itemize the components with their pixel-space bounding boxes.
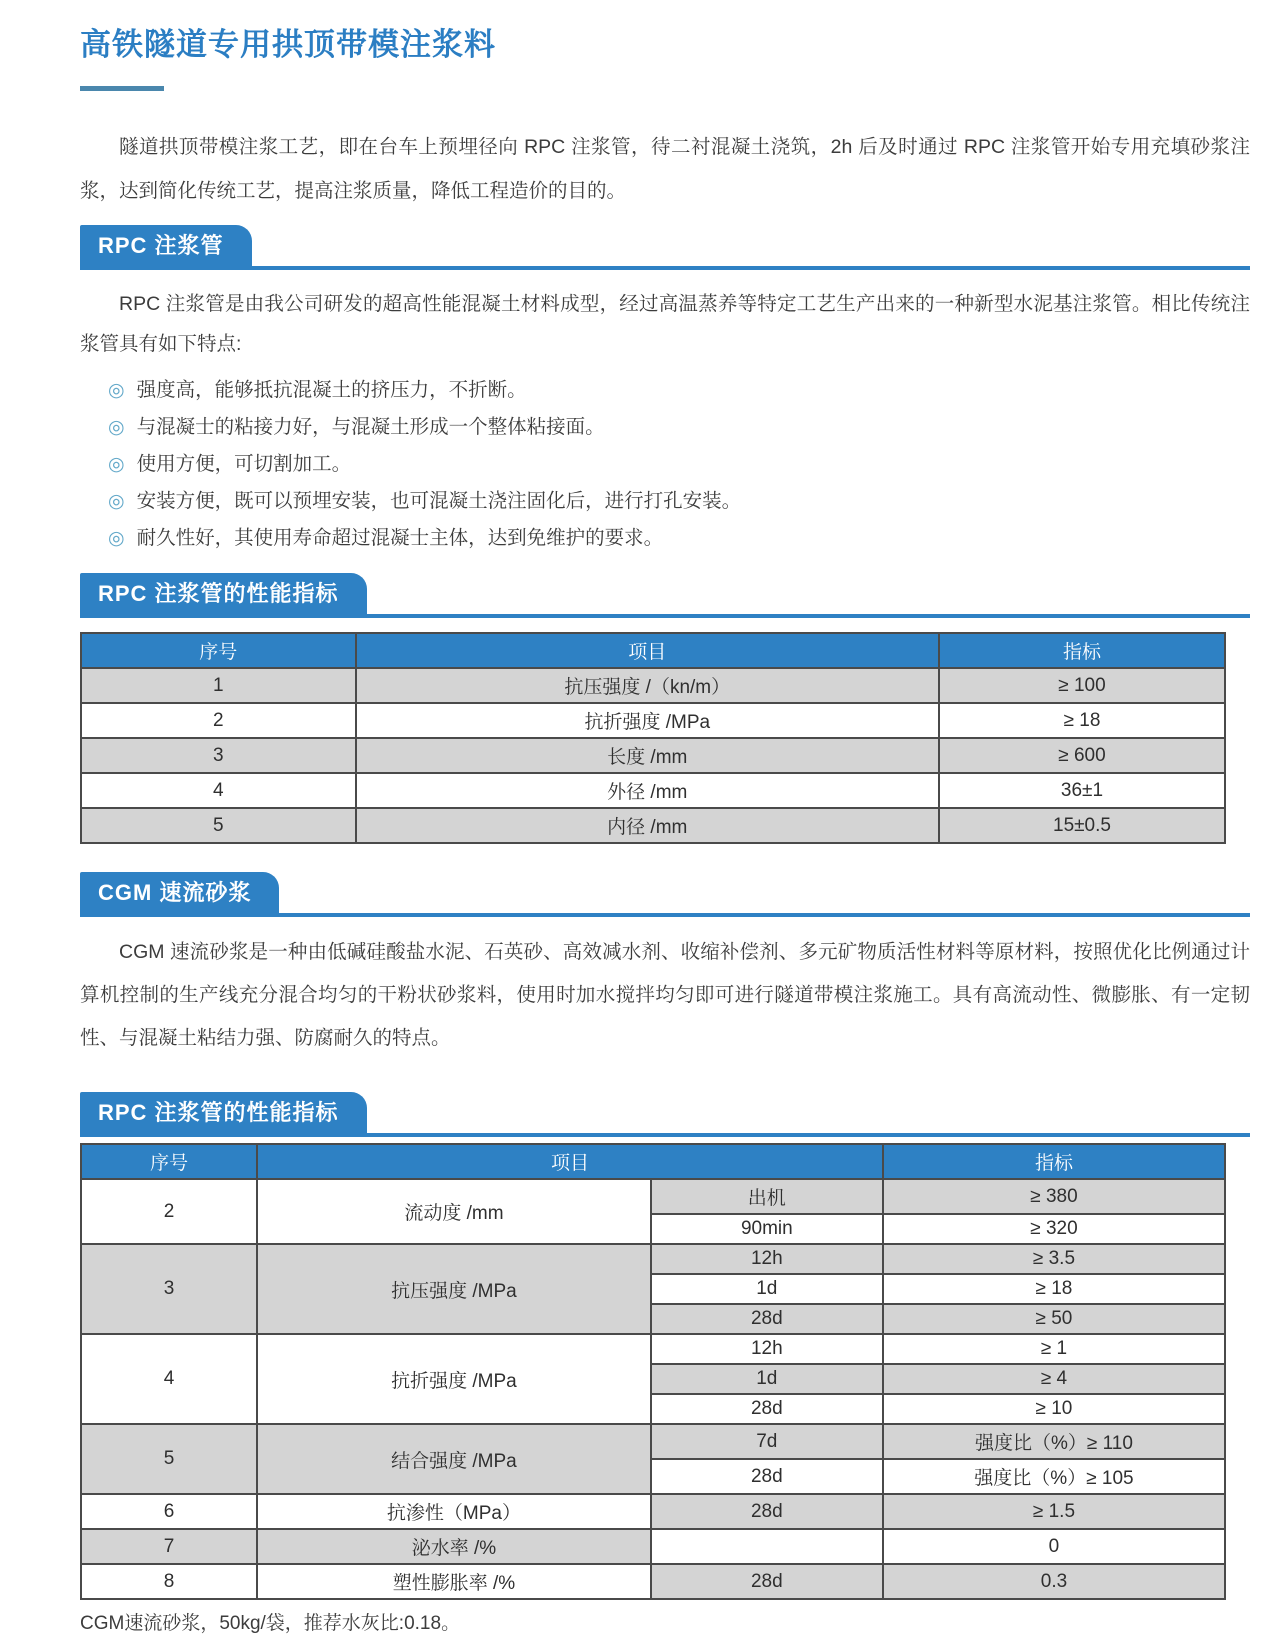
feature-text: 耐久性好，其使用寿命超过混凝士主体，达到免维护的要求。 xyxy=(136,527,664,549)
cell-value: 0 xyxy=(883,1529,1225,1564)
cell-sub xyxy=(651,1529,883,1564)
column-header-no: 序号 xyxy=(81,633,356,668)
cell-sub: 1d xyxy=(651,1274,883,1304)
section-badge: RPC 注浆管的性能指标 xyxy=(80,573,367,614)
column-header-index: 指标 xyxy=(883,1144,1225,1179)
cgm-description: CGM 速流砂浆是一种由低碱硅酸盐水泥、石英砂、高效减水剂、收缩补偿剂、多元矿物质活性材料等原材料，按照优化比例通过计算机控制的生产线充分混合均匀的干粉状砂浆料，使用时加水搅拌均匀即可进行隧道带模注浆施工。具有高流动性、微膨胀、有一定韧性、与混凝土粘结力强、防腐耐久的特点。 xyxy=(80,941,1250,1049)
cell-item: 泌水率 /% xyxy=(257,1529,651,1564)
column-header-item: 项目 xyxy=(257,1144,883,1179)
table-row xyxy=(81,1529,1225,1564)
cell-sub: 12h xyxy=(651,1334,883,1364)
column-header-index: 指标 xyxy=(939,633,1225,668)
table-row xyxy=(81,808,1225,843)
list-item xyxy=(108,409,1250,446)
section-badge: RPC 注浆管的性能指标 xyxy=(80,1092,367,1133)
cell-value: 0.3 xyxy=(883,1564,1225,1599)
cell-value: ≥ 50 xyxy=(883,1304,1225,1334)
section-header-rpc-table xyxy=(80,573,1250,618)
section-badge: RPC 注浆管 xyxy=(80,225,252,266)
double-circle-bullet-icon: ◎ xyxy=(108,491,125,512)
cell-no: 4 xyxy=(81,773,356,808)
double-circle-bullet-icon: ◎ xyxy=(108,454,125,475)
cgm-performance-table xyxy=(80,1143,1226,1600)
cell-value: ≥ 4 xyxy=(883,1364,1225,1394)
cell-value: 强度比（%）≥ 105 xyxy=(883,1459,1225,1494)
cell-value: ≥ 1.5 xyxy=(883,1494,1225,1529)
double-circle-bullet-icon: ◎ xyxy=(108,528,125,549)
table-row xyxy=(81,1334,1225,1364)
footnote: CGM速流砂浆，50kg/袋，推荐水灰比:0.18。 xyxy=(80,1613,461,1634)
section-header-cgm-table xyxy=(80,1092,1250,1137)
double-circle-bullet-icon: ◎ xyxy=(108,380,125,401)
cell-item: 结合强度 /MPa xyxy=(257,1424,651,1494)
section-header-cgm xyxy=(80,872,1250,917)
cell-value: ≥ 380 xyxy=(883,1179,1225,1214)
cell-sub: 28d xyxy=(651,1459,883,1494)
cell-sub: 90min xyxy=(651,1214,883,1244)
section-badge: CGM 速流砂浆 xyxy=(80,872,279,913)
cell-value: ≥ 18 xyxy=(939,703,1225,738)
cell-value: ≥ 3.5 xyxy=(883,1244,1225,1274)
cell-value: 15±0.5 xyxy=(939,808,1225,843)
cell-sub: 28d xyxy=(651,1564,883,1599)
feature-text: 安装方便，既可以预埋安装，也可混凝土浇注固化后，进行打孔安装。 xyxy=(136,490,742,512)
list-item xyxy=(108,446,1250,483)
cell-no: 7 xyxy=(81,1529,257,1564)
cell-item: 塑性膨胀率 /% xyxy=(257,1564,651,1599)
cell-sub: 28d xyxy=(651,1304,883,1334)
rpc-pipe-description: RPC 注浆管是由我公司研发的超高性能混凝土材料成型，经过高温蒸养等特定工艺生产出来的一种新型水泥基注浆管。相比传统注浆管具有如下特点: xyxy=(80,293,1250,355)
cell-value: ≥ 10 xyxy=(883,1394,1225,1424)
cell-sub: 28d xyxy=(651,1494,883,1529)
feature-text: 与混凝士的粘接力好，与混凝土形成一个整体粘接面。 xyxy=(136,416,605,438)
cell-no: 5 xyxy=(81,1424,257,1494)
cell-item: 抗渗性（MPa） xyxy=(257,1494,651,1529)
table-row xyxy=(81,668,1225,703)
table-row xyxy=(81,1424,1225,1459)
cell-no: 8 xyxy=(81,1564,257,1599)
double-circle-bullet-icon: ◎ xyxy=(108,417,125,438)
cell-sub: 7d xyxy=(651,1424,883,1459)
table-header-row xyxy=(81,633,1225,668)
cell-item: 内径 /mm xyxy=(356,808,939,843)
cell-value: 强度比（%）≥ 110 xyxy=(883,1424,1225,1459)
cell-value: ≥ 320 xyxy=(883,1214,1225,1244)
cell-no: 1 xyxy=(81,668,356,703)
list-item xyxy=(108,520,1250,557)
list-item xyxy=(108,372,1250,409)
page-title: 高铁隧道专用拱顶带模注浆料 xyxy=(80,27,496,62)
table-row xyxy=(81,703,1225,738)
cell-value: 36±1 xyxy=(939,773,1225,808)
title-underline xyxy=(80,86,164,91)
table-row xyxy=(81,738,1225,773)
cell-value: ≥ 100 xyxy=(939,668,1225,703)
cell-item: 抗折强度 /MPa xyxy=(356,703,939,738)
section-header-rpc-pipe xyxy=(80,225,1250,270)
column-header-item: 项目 xyxy=(356,633,939,668)
cell-no: 2 xyxy=(81,703,356,738)
list-item xyxy=(108,483,1250,520)
rpc-feature-list xyxy=(80,372,1250,557)
table-row xyxy=(81,773,1225,808)
table-header-row xyxy=(81,1144,1225,1179)
cell-sub: 28d xyxy=(651,1394,883,1424)
cell-item: 长度 /mm xyxy=(356,738,939,773)
table-row xyxy=(81,1494,1225,1529)
cell-item: 抗压强度 /（kn/m） xyxy=(356,668,939,703)
cell-item: 外径 /mm xyxy=(356,773,939,808)
cell-item: 抗压强度 /MPa xyxy=(257,1244,651,1334)
cell-sub: 1d xyxy=(651,1364,883,1394)
intro-paragraph: 隧道拱顶带模注浆工艺，即在台车上预埋径向 RPC 注浆管，待二衬混凝土浇筑，2h 后及时通过 RPC 注浆管开始专用充填砂浆注浆，达到简化传统工艺，提高注浆质量，降低工程造价的目的。 xyxy=(80,136,1250,202)
cell-sub: 出机 xyxy=(651,1179,883,1214)
feature-text: 使用方便，可切割加工。 xyxy=(136,453,352,475)
table-row xyxy=(81,1244,1225,1274)
table-row xyxy=(81,1564,1225,1599)
cell-item: 抗折强度 /MPa xyxy=(257,1334,651,1424)
cell-value: ≥ 1 xyxy=(883,1334,1225,1364)
cell-sub: 12h xyxy=(651,1244,883,1274)
cell-no: 6 xyxy=(81,1494,257,1529)
cell-no: 3 xyxy=(81,1244,257,1334)
column-header-no: 序号 xyxy=(81,1144,257,1179)
cell-no: 2 xyxy=(81,1179,257,1244)
feature-text: 强度高，能够抵抗混凝土的挤压力，不折断。 xyxy=(136,379,527,401)
cell-item: 流动度 /mm xyxy=(257,1179,651,1244)
table-row xyxy=(81,1179,1225,1214)
cell-value: ≥ 600 xyxy=(939,738,1225,773)
cell-value: ≥ 18 xyxy=(883,1274,1225,1304)
rpc-performance-table xyxy=(80,632,1226,844)
cell-no: 3 xyxy=(81,738,356,773)
cell-no: 4 xyxy=(81,1334,257,1424)
cell-no: 5 xyxy=(81,808,356,843)
